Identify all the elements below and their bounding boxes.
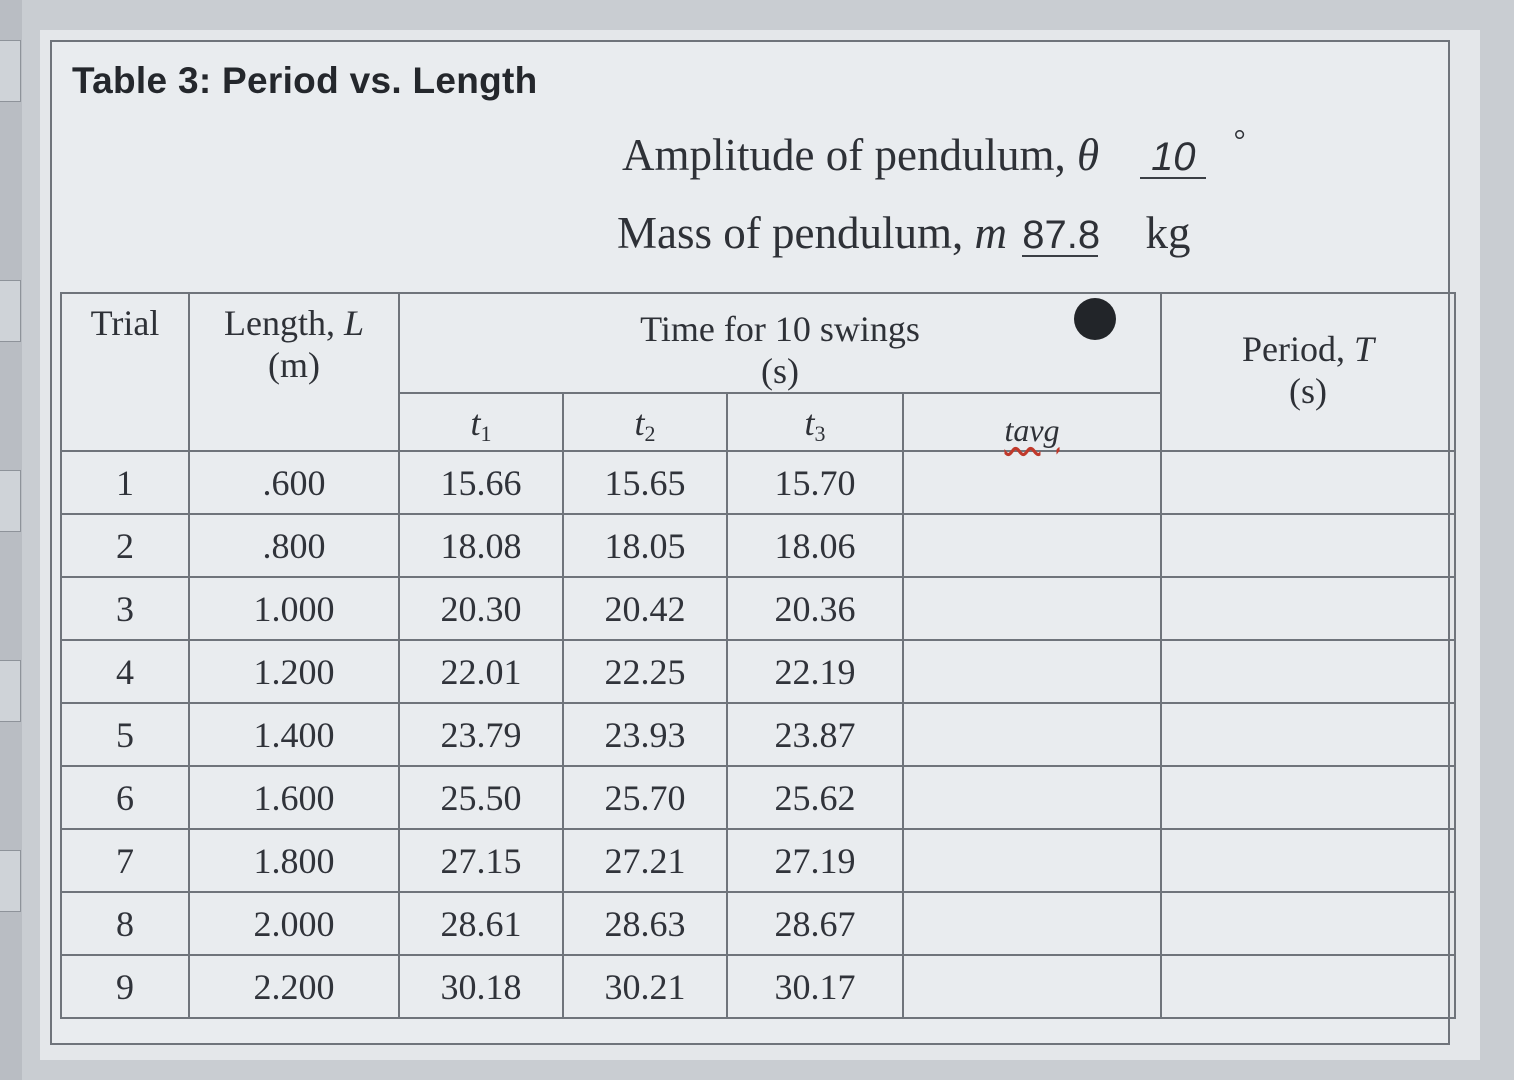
cell-trial: 2 <box>61 514 189 577</box>
cell-tavg[interactable] <box>903 451 1161 514</box>
cell-t3: 15.70 <box>727 451 903 514</box>
table-row <box>61 892 1455 955</box>
cell-period[interactable] <box>1161 577 1455 640</box>
cell-t2: 30.21 <box>563 955 727 1018</box>
cell-t2: 27.21 <box>563 829 727 892</box>
panel-tab <box>0 40 21 102</box>
cell-trial: 9 <box>61 955 189 1018</box>
header-trial <box>61 293 189 451</box>
cell-tavg[interactable] <box>903 640 1161 703</box>
cell-length: 1.800 <box>189 829 399 892</box>
period-length-table <box>60 292 1456 1019</box>
mass-line <box>617 207 1190 259</box>
table-row <box>61 955 1455 1018</box>
cell-t3: 23.87 <box>727 703 903 766</box>
header-length <box>189 293 399 451</box>
cell-length: .800 <box>189 514 399 577</box>
panel-tab <box>0 850 21 912</box>
header-tavg <box>903 393 1161 451</box>
cell-t1: 22.01 <box>399 640 563 703</box>
panel-tab <box>0 470 21 532</box>
mass-value-field[interactable]: 87.8 <box>1022 213 1101 257</box>
table-row <box>61 451 1455 514</box>
header-t1-symbol: t <box>470 403 481 443</box>
header-trial-label: Trial <box>90 303 160 343</box>
cell-tavg[interactable] <box>903 703 1161 766</box>
cell-tavg[interactable] <box>903 955 1161 1018</box>
panel-tab <box>0 660 21 722</box>
panel-tab <box>0 280 21 342</box>
cell-t3: 25.62 <box>727 766 903 829</box>
table-frame <box>50 40 1450 1045</box>
amplitude-line <box>622 124 1246 181</box>
table-body <box>61 451 1455 1018</box>
cell-period[interactable] <box>1161 703 1455 766</box>
mass-label: Mass of pendulum, <box>617 208 964 258</box>
cell-trial: 3 <box>61 577 189 640</box>
table-row <box>61 577 1455 640</box>
cell-t1: 23.79 <box>399 703 563 766</box>
cell-t1: 18.08 <box>399 514 563 577</box>
table-title: Table 3: Period vs. Length <box>72 60 538 101</box>
header-length-unit: (m) <box>268 345 320 385</box>
cell-t2: 23.93 <box>563 703 727 766</box>
table-row <box>61 829 1455 892</box>
cell-t3: 30.17 <box>727 955 903 1018</box>
header-t2-symbol: t <box>634 403 645 443</box>
cell-period[interactable] <box>1161 955 1455 1018</box>
cell-trial: 1 <box>61 451 189 514</box>
cell-tavg[interactable] <box>903 577 1161 640</box>
cell-period[interactable] <box>1161 451 1455 514</box>
amplitude-label: Amplitude of pendulum, <box>622 130 1066 180</box>
header-t3-subscript: 3 <box>814 421 826 446</box>
header-length-label: Length, <box>223 303 335 343</box>
cell-length: 2.200 <box>189 955 399 1018</box>
cell-t2: 20.42 <box>563 577 727 640</box>
cell-trial: 6 <box>61 766 189 829</box>
table-row <box>61 766 1455 829</box>
document-sheet <box>40 30 1480 1060</box>
cell-t2: 15.65 <box>563 451 727 514</box>
header-t2-subscript: 2 <box>644 421 656 446</box>
cell-length: 2.000 <box>189 892 399 955</box>
table-row <box>61 514 1455 577</box>
cell-t1: 25.50 <box>399 766 563 829</box>
cell-t1: 28.61 <box>399 892 563 955</box>
cell-t3: 20.36 <box>727 577 903 640</box>
cell-trial: 7 <box>61 829 189 892</box>
cell-t3: 28.67 <box>727 892 903 955</box>
cell-tavg[interactable] <box>903 514 1161 577</box>
cell-length: .600 <box>189 451 399 514</box>
header-t2 <box>563 393 727 451</box>
degree-unit: ° <box>1233 124 1246 157</box>
header-time-unit: (s) <box>761 351 799 391</box>
cell-tavg[interactable] <box>903 892 1161 955</box>
header-t3-symbol: t <box>804 403 815 443</box>
header-t1 <box>399 393 563 451</box>
mass-unit: kg <box>1145 208 1191 258</box>
cell-t2: 25.70 <box>563 766 727 829</box>
cell-period[interactable] <box>1161 640 1455 703</box>
cell-t2: 22.25 <box>563 640 727 703</box>
header-period-symbol: T <box>1354 329 1375 369</box>
table-row <box>61 640 1455 703</box>
cell-length: 1.400 <box>189 703 399 766</box>
header-t3 <box>727 393 903 451</box>
header-period-label: Period, <box>1242 329 1345 369</box>
cell-length: 1.000 <box>189 577 399 640</box>
cell-t1: 30.18 <box>399 955 563 1018</box>
cell-period[interactable] <box>1161 766 1455 829</box>
cell-length: 1.200 <box>189 640 399 703</box>
header-period-unit: (s) <box>1289 371 1328 411</box>
header-period <box>1161 293 1455 451</box>
cell-t3: 18.06 <box>727 514 903 577</box>
cell-length: 1.600 <box>189 766 399 829</box>
table-row <box>61 703 1455 766</box>
cell-trial: 4 <box>61 640 189 703</box>
cell-t2: 28.63 <box>563 892 727 955</box>
cell-period[interactable] <box>1161 514 1455 577</box>
cell-t2: 18.05 <box>563 514 727 577</box>
cell-period[interactable] <box>1161 829 1455 892</box>
header-length-symbol: L <box>343 303 364 343</box>
cell-period[interactable] <box>1161 892 1455 955</box>
header-time-label: Time for 10 swings <box>640 309 920 349</box>
cell-tavg[interactable] <box>903 766 1161 829</box>
cell-t1: 27.15 <box>399 829 563 892</box>
cell-t3: 22.19 <box>727 640 903 703</box>
cell-t1: 15.66 <box>399 451 563 514</box>
cell-trial: 8 <box>61 892 189 955</box>
mass-symbol: m <box>974 208 1007 258</box>
amplitude-symbol: θ <box>1076 130 1100 180</box>
header-t1-subscript: 1 <box>480 421 492 446</box>
cell-t3: 27.19 <box>727 829 903 892</box>
header-tavg-label: tavg <box>1004 412 1060 448</box>
amplitude-value-field[interactable]: 10 <box>1140 137 1206 179</box>
cell-t1: 20.30 <box>399 577 563 640</box>
cell-tavg[interactable] <box>903 829 1161 892</box>
left-panel-strip <box>0 0 22 1080</box>
header-time-group <box>399 293 1161 393</box>
cell-trial: 5 <box>61 703 189 766</box>
